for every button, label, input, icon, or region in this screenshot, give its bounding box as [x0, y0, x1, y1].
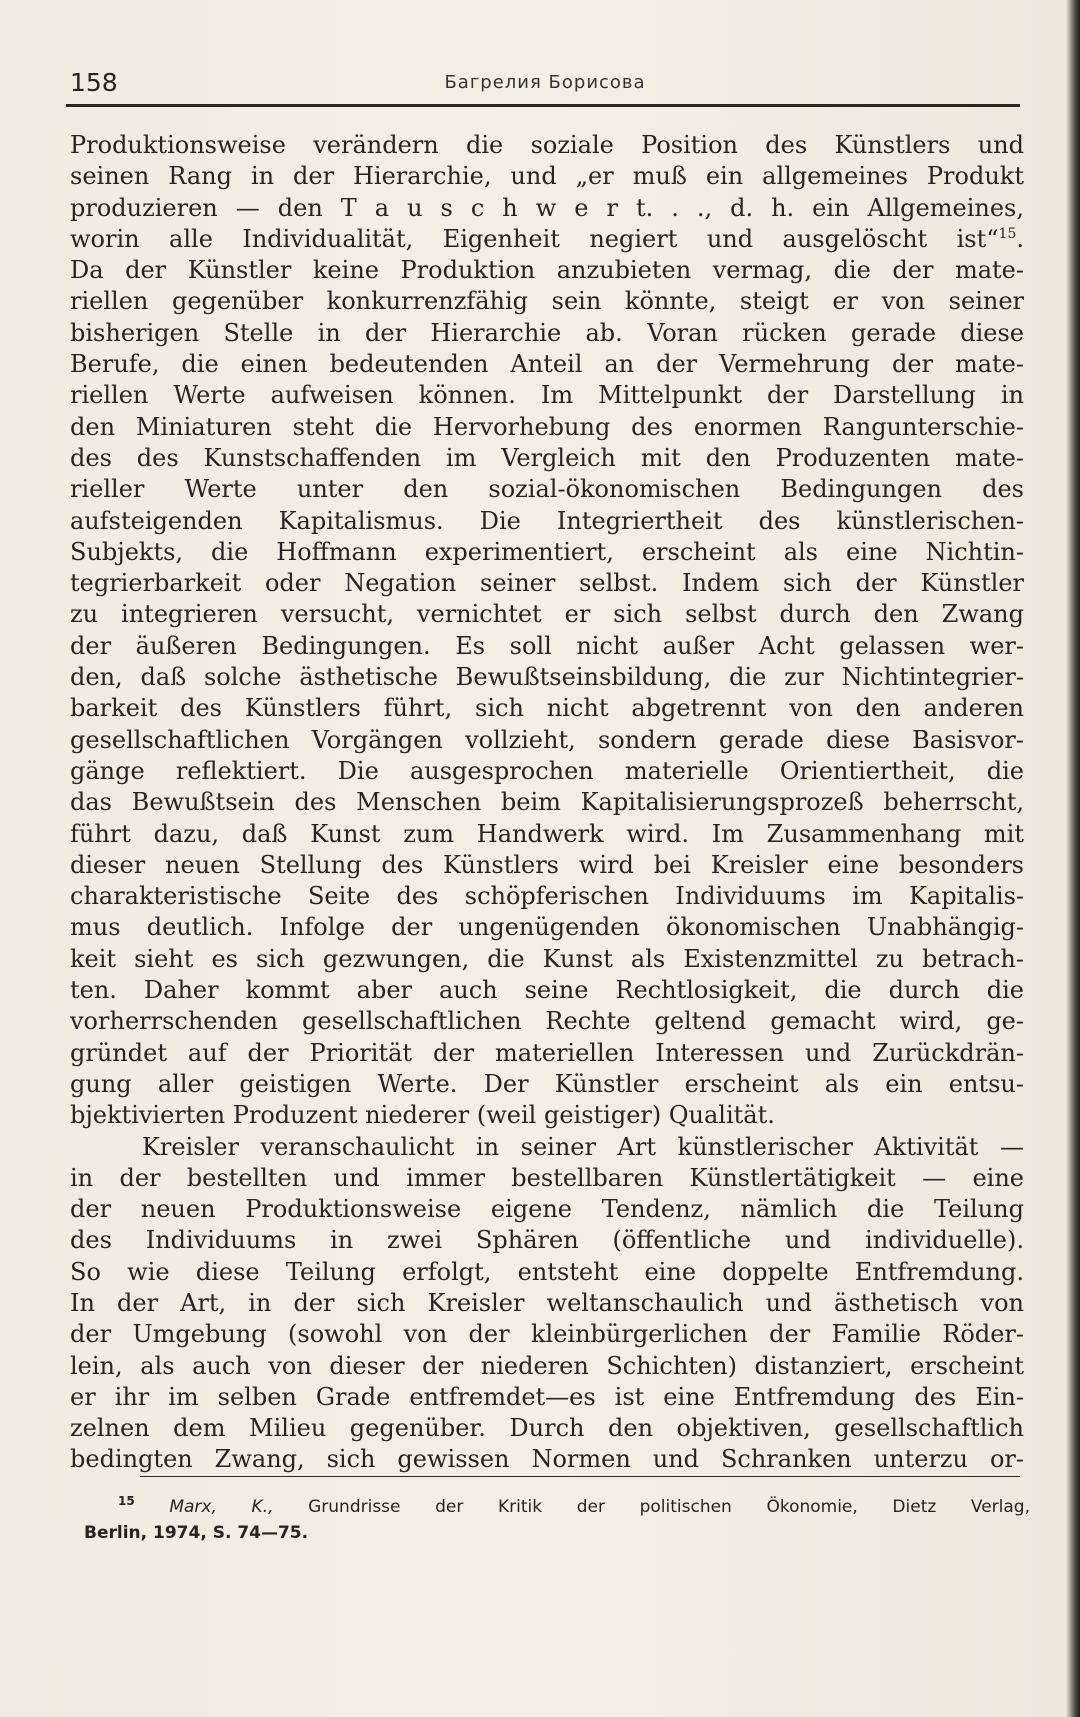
text-line: charakteristische Seite des schöpferischen Individuums im Kapitalis-: [70, 882, 1024, 911]
text-line: worin alle Individualität, Eigenheit negiert und ausgelöscht ist“: [70, 224, 999, 253]
text-line: der neuen Produktionsweise eigene Tendenz, nämlich die Teilung: [70, 1195, 1024, 1224]
footnote-citation-continued: Berlin, 1974, S. 74—75.: [84, 1523, 309, 1543]
text-line: tegrierbarkeit oder Negation seiner selbst. Indem sich der Künstler: [70, 569, 1024, 598]
text-line: bisherigen Stelle in der Hierarchie ab. Voran rücken gerade diese: [70, 318, 1024, 347]
text-line: führt dazu, daß Kunst zum Handwerk wird. Im Zusammenhang mit: [70, 819, 1024, 848]
paragraph-start-line: Kreisler veranschaulicht in seiner Art künstlerischer Aktivität —: [142, 1132, 1024, 1161]
text-line: mus deutlich. Infolge der ungenügenden ökonomischen Unabhängig-: [70, 913, 1024, 942]
paragraph-end-line: bjektivierten Produzent niederer (weil geistiger) Qualität.: [70, 1101, 775, 1130]
text-line: dieser neuen Stellung des Künstlers wird bei Kreisler eine besonders: [70, 850, 1024, 879]
footnote-citation: Grundrisse der Kritik der politischen Ökonomie, Dietz Verlag,: [308, 1497, 1031, 1517]
text-line: er ihr im selben Grade entfremdet—es ist eine Entfremdung des Ein-: [70, 1382, 1024, 1411]
footnote-reference-period: .: [1016, 224, 1024, 253]
text-line: den Miniaturen steht die Hervorhebung des enormen Rangunterschie-: [70, 412, 1024, 441]
text-line: Produktionsweise verändern die soziale Position des Künstlers und: [70, 131, 1024, 159]
page-edge-shadow: [1066, 0, 1080, 1717]
text-line: gründet auf der Priorität der materiellen Interessen und Zurückdrän-: [70, 1038, 1024, 1067]
text-line: lein, als auch von dieser der niederen Schichten) distanziert, erscheint: [70, 1351, 1024, 1380]
text-line: der äußeren Bedingungen. Es soll nicht außer Acht gelassen wer-: [70, 631, 1024, 660]
text-line: das Bewußtsein des Menschen beim Kapitalisierungsprozeß beherrscht,: [70, 788, 1024, 817]
footnote-line: [84, 1488, 1030, 1520]
text-line: rieller Werte unter den sozial-ökonomischen Bedingungen des: [70, 475, 1024, 504]
text-line: den, daß solche ästhetische Bewußtseinsbildung, die zur Nichtintegrier-: [70, 663, 1024, 692]
running-head: Багрелия Борисова: [444, 72, 646, 93]
text-line: gung aller geistigen Werte. Der Künstler erscheint als ein entsu-: [70, 1069, 1024, 1098]
body-text: [70, 130, 1024, 1476]
text-line: gänge reflektiert. Die ausgesprochen materielle Orientiertheit, die: [70, 756, 1024, 785]
footnote-reference[interactable]: 15: [998, 225, 1017, 242]
footnote: [84, 1488, 1030, 1546]
footnote-rule: [140, 1476, 1020, 1477]
text-line: zelnen dem Milieu gegenüber. Durch den objektiven, gesellschaftlich: [70, 1414, 1024, 1443]
page-number: 158: [70, 68, 118, 97]
text-line: In der Art, in der sich Kreisler weltanschaulich und ästhetisch von: [70, 1288, 1024, 1317]
text-line: riellen gegenüber konkurrenzfähig sein könnte, steigt er von seiner: [70, 287, 1024, 316]
footnote-marker: 15: [118, 1494, 135, 1508]
footnote-author: Marx, K.,: [169, 1497, 274, 1517]
text-line: zu integrieren versucht, vernichtet er sich selbst durch den Zwang: [70, 600, 1024, 629]
text-line: Berufe, die einen bedeutenden Anteil an der Vermehrung der mate-: [70, 350, 1024, 379]
text-line: in der bestellten und immer bestellbaren Künstlertätigkeit — eine: [70, 1163, 1024, 1192]
text-line: Da der Künstler keine Produktion anzubieten vermag, die der mate-: [70, 256, 1024, 285]
text-line: aufsteigenden Kapitalismus. Die Integriertheit des künstlerischen-: [70, 506, 1024, 535]
header-rule: [66, 104, 1020, 107]
text-line: des Individuums in zwei Sphären (öffentliche und individuelle).: [70, 1226, 1024, 1255]
text-line: seinen Rang in der Hierarchie, und „er muß ein allgemeines Produkt: [70, 162, 1024, 191]
text-line: keit sieht es sich gezwungen, die Kunst als Existenzmittel zu betrach-: [70, 944, 1024, 973]
page-header: [70, 68, 1020, 98]
text-line: gesellschaftlichen Vorgängen vollzieht, sondern gerade diese Basisvor-: [70, 725, 1024, 754]
text-line: riellen Werte aufweisen können. Im Mittelpunkt der Darstellung in: [70, 381, 1024, 410]
text-line: vorherrschenden gesellschaftlichen Rechte geltend gemacht wird, ge-: [70, 1007, 1024, 1036]
text-line: der Umgebung (sowohl von der kleinbürgerlichen der Familie Röder-: [70, 1320, 1024, 1349]
text-line: ten. Daher kommt aber auch seine Rechtlosigkeit, die durch die: [70, 976, 1024, 1005]
text-line-with-footnote-ref: [70, 224, 1024, 255]
text-line: des des Kunstschaffenden im Vergleich mit den Produzenten mate-: [70, 443, 1024, 472]
text-line: produzieren — den T a u s c h w e r t. . ., d. h. ein Allgemeines,: [70, 193, 1024, 222]
text-line: barkeit des Künstlers führt, sich nicht abgetrennt von den anderen: [70, 694, 1024, 723]
text-line: bedingten Zwang, sich gewissen Normen und Schranken unterzu or-: [70, 1445, 1024, 1474]
text-line: Subjekts, die Hoffmann experimentiert, erscheint als eine Nichtin-: [70, 537, 1024, 566]
text-line: So wie diese Teilung erfolgt, entsteht eine doppelte Entfremdung.: [70, 1257, 1024, 1286]
